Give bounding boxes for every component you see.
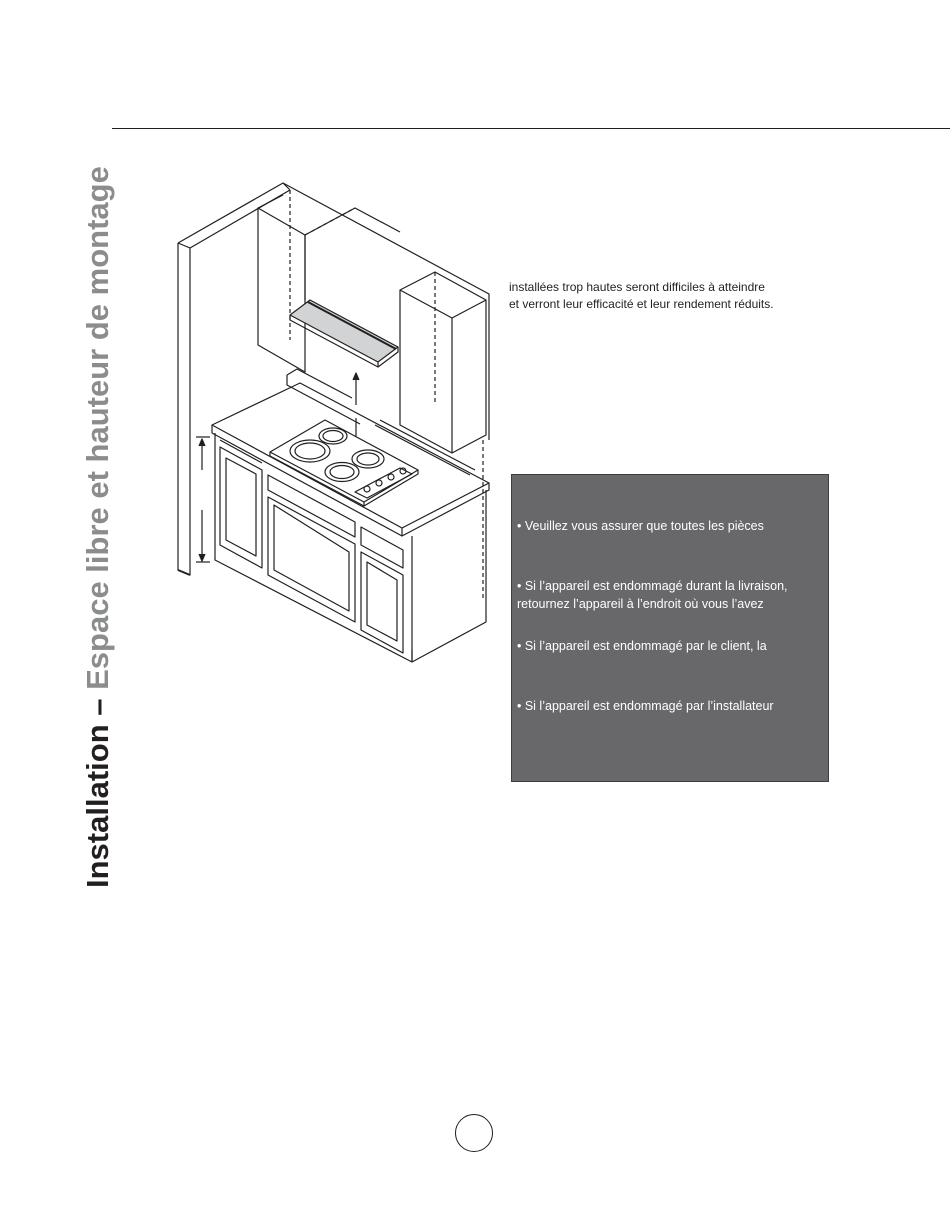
notice-box	[511, 474, 829, 782]
notice-item-delivery-cont: retournez l’appareil à l’endroit où vous l’avez	[517, 597, 764, 611]
notice-item-installer: • Si l’appareil est endommagé par l’installateur	[517, 699, 774, 713]
intro-line: installées trop hautes seront difficiles à atteindre	[509, 280, 765, 294]
header-rule	[112, 128, 950, 129]
notice-item-delivery: • Si l’appareil est endommagé durant la livraison,	[517, 579, 788, 593]
notice-item-client: • Si l’appareil est endommagé par le client, la	[517, 639, 767, 653]
page-title	[78, 158, 118, 888]
page-number-circle	[455, 1114, 493, 1152]
intro-line: et verront leur efficacité et leur rendement réduits.	[509, 297, 774, 311]
page-title-prefix: Installation –	[80, 689, 115, 888]
intro-text	[509, 279, 849, 313]
page-title-highlight: Espace libre et hauteur de montage	[80, 166, 115, 690]
notice-item-parts: • Veuillez vous assurer que toutes les pièces	[517, 519, 764, 533]
kitchen-illustration	[170, 175, 490, 670]
